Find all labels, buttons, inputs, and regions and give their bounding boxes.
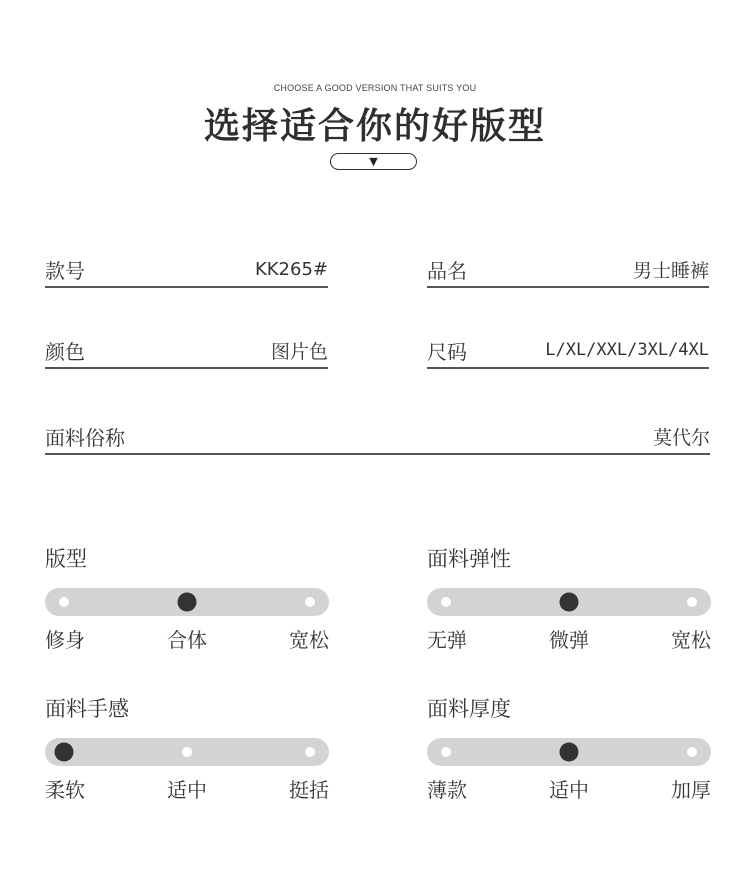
fabric-field xyxy=(45,419,710,455)
color-value: 图片色 xyxy=(270,340,328,363)
page-subtitle: CHOOSE A GOOD VERSION THAT SUITS YOU xyxy=(273,83,477,93)
product-name-value: 男士睡裤 xyxy=(632,259,709,282)
slider-dot[interactable] xyxy=(441,747,451,757)
product-name-label: 品名 xyxy=(427,258,467,283)
fit-slider-title: 版型 xyxy=(45,547,87,571)
slider-dot[interactable] xyxy=(305,597,315,607)
thickness-option-thin[interactable]: 薄款 xyxy=(427,778,467,802)
page-title: 选择适合你的好版型 xyxy=(203,106,546,147)
slider-dot-selected[interactable] xyxy=(560,593,579,612)
size-value: L/XL/XXL/3XL/4XL xyxy=(545,340,709,360)
down-triangle-icon: ▼ xyxy=(369,155,378,168)
style-no-value: KK265# xyxy=(254,258,328,280)
style-no-label: 款号 xyxy=(45,258,85,283)
slider-dot[interactable] xyxy=(59,597,69,607)
thickness-option-thick[interactable]: 加厚 xyxy=(671,778,711,802)
fabric-value: 莫代尔 xyxy=(652,426,710,449)
elasticity-option-slight[interactable]: 微弹 xyxy=(549,628,589,652)
thickness-option-medium[interactable]: 适中 xyxy=(549,778,589,802)
fit-slider-track[interactable] xyxy=(45,588,329,616)
slider-dot-selected[interactable] xyxy=(178,593,197,612)
elasticity-option-none[interactable]: 无弹 xyxy=(427,628,467,652)
elasticity-slider-title: 面料弹性 xyxy=(427,547,511,571)
fit-slider-options xyxy=(45,624,329,653)
slider-dot[interactable] xyxy=(305,747,315,757)
slider-dot[interactable] xyxy=(182,747,192,757)
thickness-slider-options xyxy=(427,774,711,803)
fit-option-slim[interactable]: 修身 xyxy=(45,628,85,652)
title-pill xyxy=(330,153,417,170)
elasticity-slider-options xyxy=(427,624,711,653)
fit-option-loose[interactable]: 宽松 xyxy=(289,628,329,652)
hand-feel-option-medium[interactable]: 适中 xyxy=(167,778,207,802)
thickness-slider-track[interactable] xyxy=(427,738,711,766)
slider-dot[interactable] xyxy=(687,597,697,607)
color-field xyxy=(45,333,328,369)
slider-dot[interactable] xyxy=(441,597,451,607)
slider-dot[interactable] xyxy=(687,747,697,757)
slider-dot-selected[interactable] xyxy=(560,743,579,762)
elasticity-slider-track[interactable] xyxy=(427,588,711,616)
slider-dot-selected[interactable] xyxy=(55,743,74,762)
elasticity-option-loose[interactable]: 宽松 xyxy=(671,628,711,652)
color-label: 颜色 xyxy=(45,339,85,364)
fabric-label: 面料俗称 xyxy=(45,425,125,450)
fit-option-regular[interactable]: 合体 xyxy=(167,628,207,652)
hand-feel-option-stiff[interactable]: 挺括 xyxy=(289,778,329,802)
size-field xyxy=(427,333,709,369)
thickness-slider-title: 面料厚度 xyxy=(427,697,511,721)
hand-feel-option-soft[interactable]: 柔软 xyxy=(45,778,85,802)
hand-feel-slider-title: 面料手感 xyxy=(45,697,129,721)
hand-feel-slider-track[interactable] xyxy=(45,738,329,766)
size-label: 尺码 xyxy=(427,339,467,364)
style-no-field xyxy=(45,252,328,288)
product-name-field xyxy=(427,252,709,288)
hand-feel-slider-options xyxy=(45,774,329,803)
